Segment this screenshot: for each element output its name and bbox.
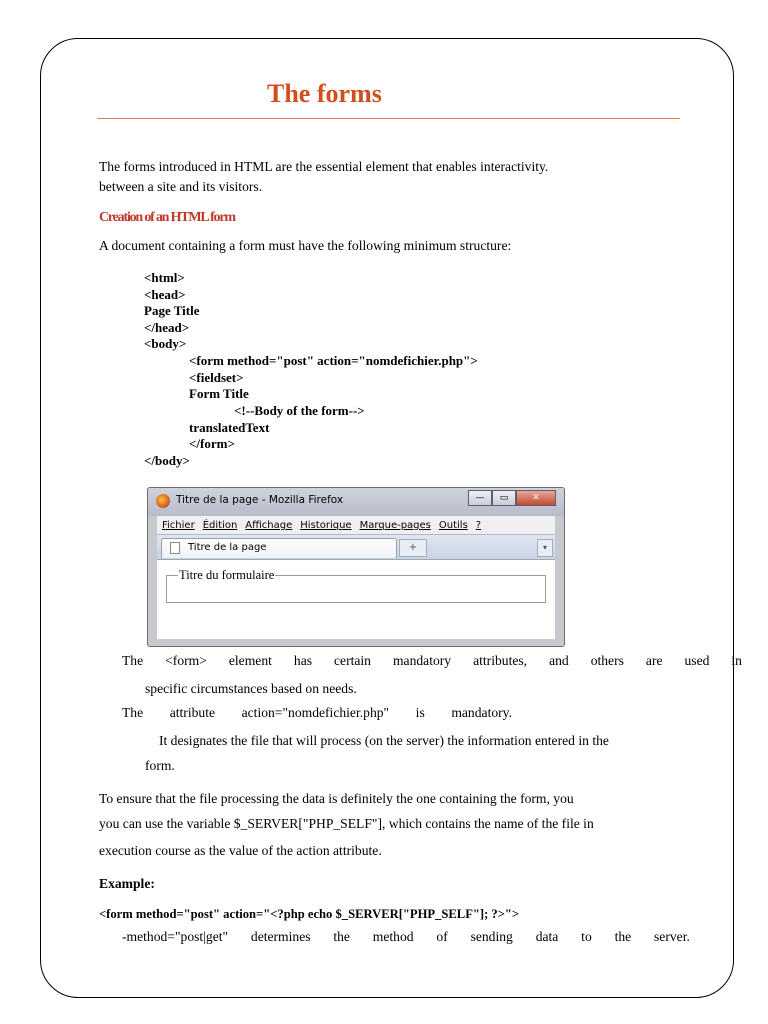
form-fieldset — [166, 568, 546, 603]
menu-outils[interactable]: Outils — [438, 520, 468, 531]
menu-help[interactable]: ? — [475, 520, 482, 531]
tab-list-button[interactable]: ▾ — [537, 539, 553, 557]
window-titlebar — [148, 488, 564, 516]
tab-label: Titre de la page — [188, 542, 267, 553]
word: The — [122, 653, 144, 668]
word: others — [590, 653, 624, 668]
word: mandatory — [392, 653, 452, 668]
code-line: </form> — [189, 436, 235, 451]
menu-bar — [157, 516, 555, 535]
word: of — [436, 929, 448, 944]
word: to — [581, 929, 592, 944]
intro-line-2: between a site and its visitors. — [99, 179, 263, 194]
maximize-button[interactable]: ▭ — [492, 490, 516, 506]
new-tab-button[interactable]: + — [399, 539, 427, 557]
word: method — [372, 929, 414, 944]
code-line: Form Title — [189, 386, 249, 401]
word: sending — [470, 929, 513, 944]
word: and — [549, 653, 569, 668]
example-label: Example: — [99, 876, 155, 891]
close-button[interactable]: ✕ — [516, 490, 556, 506]
word: mandatory. — [451, 705, 512, 720]
menu-historique[interactable]: Historique — [300, 520, 352, 531]
para3-line-2: form. — [145, 758, 175, 773]
code-line: <form method="post" action="nomdefichier.php"> — [189, 353, 478, 368]
para3-line-1:   It designates the file that will process (on the server) the information entered in the — [145, 733, 609, 748]
word: element — [228, 653, 272, 668]
para4-line-3: execution course as the value of the action attribute. — [99, 843, 382, 858]
code-line: <body> — [144, 336, 187, 351]
firefox-screenshot — [147, 487, 565, 647]
window-controls — [468, 490, 556, 506]
code-line: translatedText — [189, 420, 270, 435]
example-code: <form method="post" action="<?php echo $_SERVER["PHP_SELF"]; ?>"> — [99, 907, 520, 921]
section-heading: Creation of an HTML form — [99, 210, 235, 225]
page-content — [157, 559, 555, 639]
word: the — [333, 929, 350, 944]
title-underline — [97, 118, 680, 119]
code-line: <fieldset> — [189, 370, 244, 385]
page-icon — [170, 542, 180, 554]
word: data — [535, 929, 559, 944]
menu-edition[interactable]: Édition — [202, 520, 238, 531]
word: The — [122, 705, 144, 720]
page-title: The forms — [267, 79, 382, 108]
para2-line — [122, 705, 512, 721]
minimize-button[interactable]: — — [468, 490, 492, 506]
window-title: Titre de la page - Mozilla Firefox — [176, 494, 344, 506]
code-line: <head> — [144, 287, 186, 302]
word: are — [645, 653, 663, 668]
word: -method="post|get" — [122, 929, 229, 944]
code-line: <!--Body of the form--> — [234, 403, 365, 418]
word: determines — [250, 929, 311, 944]
word: has — [293, 653, 313, 668]
word: attribute — [169, 705, 216, 720]
menu-marque-pages[interactable]: Marque-pages — [359, 520, 431, 531]
tab-titre-de-la-page[interactable] — [161, 538, 397, 558]
word: <form> — [165, 653, 207, 668]
firefox-logo-icon — [156, 494, 170, 508]
word: the — [614, 929, 632, 944]
menu-affichage[interactable]: Affichage — [245, 520, 293, 531]
word: is — [415, 705, 425, 720]
para4-line-2: you can use the variable $_SERVER["PHP_SELF"], which contains the name of the file in — [99, 816, 594, 831]
word: in — [731, 653, 742, 668]
para4-line-1: To ensure that the file processing the data is definitely the one containing the form, you — [99, 791, 574, 806]
word: used — [684, 653, 710, 668]
tab-bar — [157, 535, 555, 559]
code-line: </head> — [144, 320, 190, 335]
word: attributes, — [473, 653, 528, 668]
code-line: <html> — [144, 270, 185, 285]
word: action="nomdefichier.php" — [241, 705, 390, 720]
word: server. — [654, 929, 690, 944]
fieldset-legend: Titre du formulaire — [179, 568, 275, 582]
structure-intro: A document containing a form must have the following minimum structure: — [99, 238, 512, 253]
para1-line-2: specific circumstances based on needs. — [145, 681, 357, 696]
menu-fichier[interactable]: Fichier — [162, 520, 195, 531]
code-line: Page Title — [144, 303, 200, 318]
word: certain — [334, 653, 371, 668]
para5-line — [122, 929, 690, 945]
intro-line-1: The forms introduced in HTML are the essential element that enables interactivity. — [99, 159, 549, 174]
para1-line-1 — [122, 653, 742, 669]
code-line: </body> — [144, 453, 190, 468]
